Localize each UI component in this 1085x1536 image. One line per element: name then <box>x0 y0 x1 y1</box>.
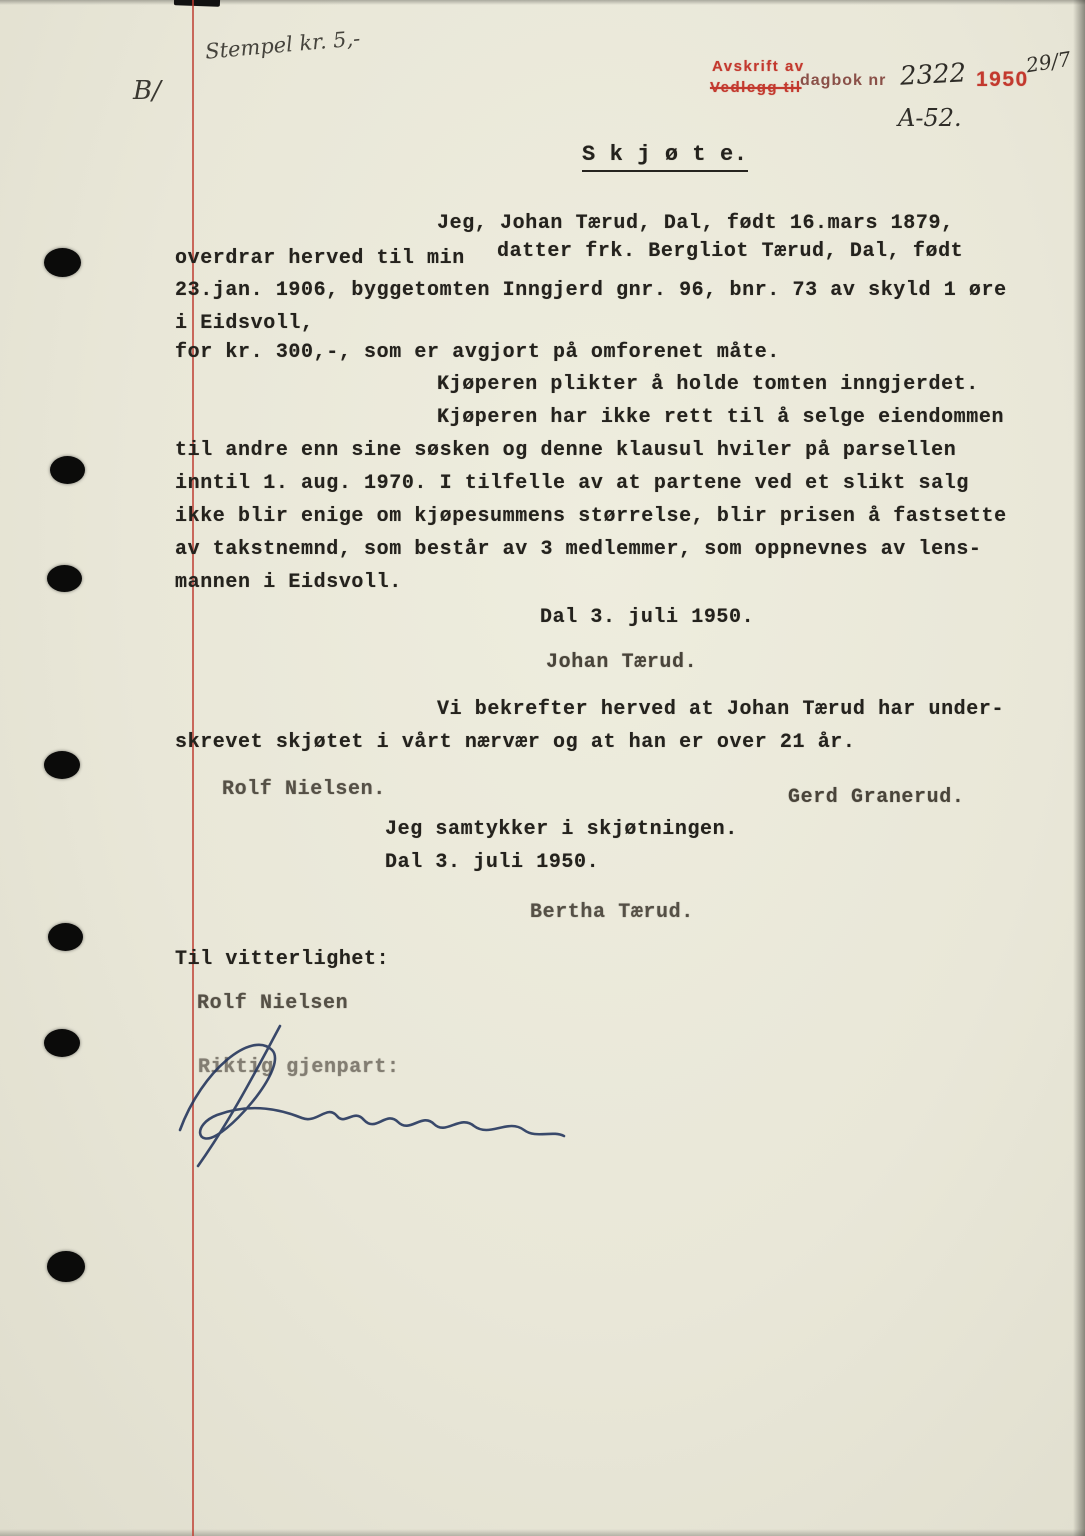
deed-text-line: 23.jan. 1906, byggetomten Inngjerd gnr. 96, bnr. 73 av skyld 1 øre <box>175 279 1007 302</box>
punch-hole <box>47 1251 85 1282</box>
deed-text-line: mannen i Eidsvoll. <box>175 571 402 594</box>
punch-hole <box>48 923 83 951</box>
deed-text-line: av takstnemnd, som består av 3 medlemmer, som oppnevnes av lens- <box>175 538 982 561</box>
deed-text-line: for kr. 300,-, som er avgjort på omforenet måte. <box>175 341 780 364</box>
deed-text-line: overdrar herved til min <box>175 247 465 270</box>
handwritten-journal-number: 2322 <box>899 58 967 92</box>
consent-line: Jeg samtykker i skjøtningen. <box>385 818 738 841</box>
seller-signature-typed: Johan Tærud. <box>546 651 698 674</box>
handwritten-ink-signature <box>160 1008 580 1188</box>
handwritten-stamp-note: Stempel kr. 5,- <box>204 26 362 64</box>
deed-text-line: til andre enn sine søsken og denne klausul hviler på parsellen <box>175 439 957 462</box>
punch-hole <box>50 456 85 484</box>
scan-edge-bottom <box>0 1529 1085 1536</box>
witness-name-left: Rolf Nielsen. <box>222 778 386 801</box>
consenter-signature-typed: Bertha Tærud. <box>530 901 694 924</box>
red-margin-line <box>192 0 194 1536</box>
handwritten-date-fraction: 29/7 <box>1024 46 1073 78</box>
deed-text-line: i Eidsvoll, <box>175 312 314 335</box>
handwritten-b-mark: B/ <box>133 76 161 106</box>
attestation-label: Til vitterlighet: <box>175 948 390 971</box>
scan-edge-right <box>1073 0 1085 1536</box>
scan-edge-top <box>0 0 1085 5</box>
punch-hole <box>44 1029 80 1057</box>
deed-title: S k j ø t e. <box>582 142 748 172</box>
deed-text-line: Jeg, Johan Tærud, Dal, født 16.mars 1879, <box>437 212 954 235</box>
deed-text-line: Kjøperen har ikke rett til å selge eiendommen <box>437 406 1005 429</box>
stamp-dagbok-label: dagbok nr <box>800 72 887 89</box>
deed-text-line: inntil 1. aug. 1970. I tilfelle av at partene ved et slikt salg <box>175 472 969 495</box>
deed-date-line: Dal 3. juli 1950. <box>385 851 600 874</box>
punch-hole <box>44 751 80 779</box>
deed-text-line: Kjøperen plikter å holde tomten inngjerdet. <box>437 373 979 396</box>
stamp-avskrift-line: Avskrift av <box>712 58 805 75</box>
scan-corner-mark <box>174 0 220 7</box>
handwritten-archive-code: A-52. <box>898 104 962 132</box>
deed-date-line: Dal 3. juli 1950. <box>540 606 755 629</box>
deed-text-line: Vi bekrefter herved at Johan Tærud har under- <box>437 698 1005 721</box>
punch-hole <box>44 248 81 277</box>
deed-text-line: ikke blir enige om kjøpesummens størrelse, blir prisen å fastsette <box>175 505 1007 528</box>
punch-hole <box>47 565 82 592</box>
copy-note: Riktig gjenpart: <box>198 1056 400 1079</box>
attestation-name: Rolf Nielsen <box>197 992 349 1015</box>
stamp-vedlegg-line: Vedlegg til <box>710 79 802 96</box>
deed-text-line-insert: datter frk. Bergliot Tærud, Dal, født <box>497 240 964 263</box>
stamp-year: 1950 <box>976 68 1029 91</box>
witness-name-right: Gerd Granerud. <box>788 786 965 809</box>
deed-text-line: skrevet skjøtet i vårt nærvær og at han er over 21 år. <box>175 731 856 754</box>
